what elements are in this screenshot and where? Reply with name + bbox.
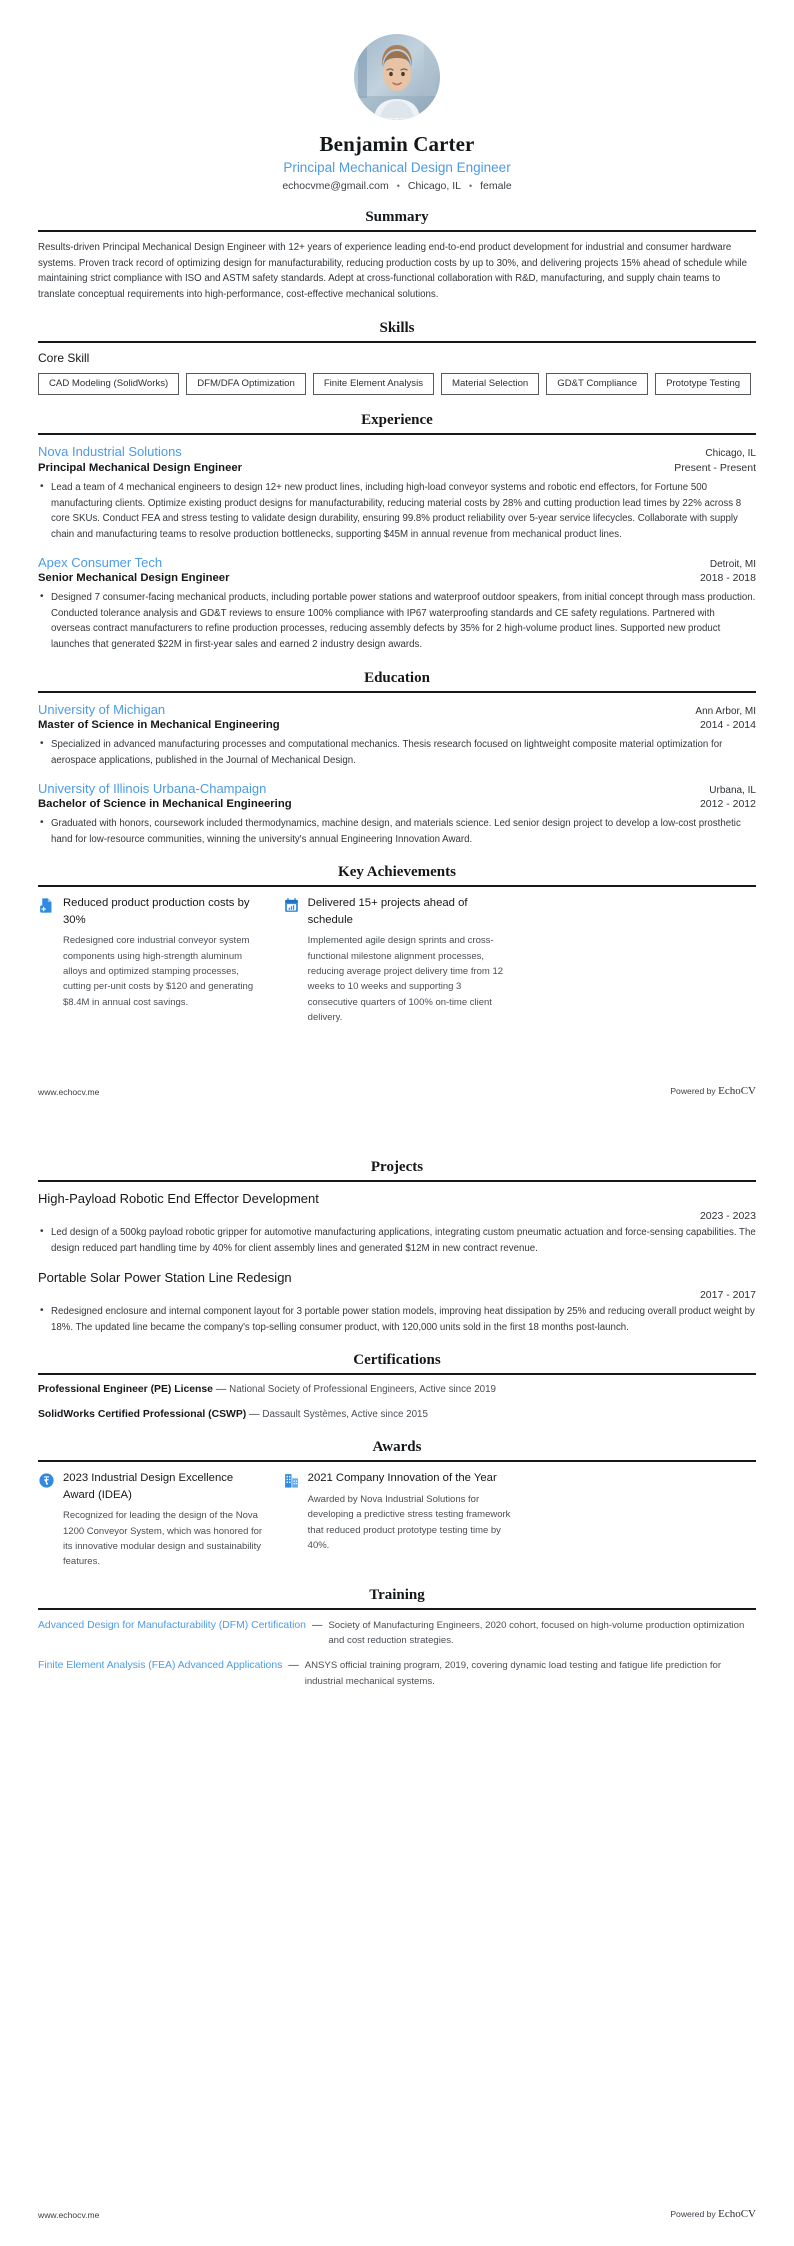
card-description: Recognized for leading the design of the Nova 1200 Conveyor System, which was honored for its innovative modular design and sustainability features. [63,1510,263,1568]
certification-name: SolidWorks Certified Professional (CSWP) [38,1408,247,1420]
entry-organization[interactable]: Apex Consumer Tech [38,554,163,570]
calendar-chart-icon [283,897,300,914]
achievement-card-list [38,895,756,1025]
section-education [38,670,756,848]
entry-item [38,443,756,542]
section-divider [38,341,756,343]
bullet-item: • Designed 7 consumer-facing mechanical products, including portable power stations and waterproof outdoor speakers, from initial concept through mass production. Conducted tolerance analysis and GD&T reviews to ensure 100% compliance with IP67 waterproofing standards and CE safety regulations. Partnered with overseas contract manufacturers to refine production processes, reducing assembly defects by 35% for 2 high-volume product lines. Supported new product launches that generated $22M in first-year sales and earned 2 industry design awards. [38,590,756,653]
footer-brand [670,2208,756,2220]
project-item [38,1269,756,1336]
entry-header-row [38,554,756,572]
training-item [38,1658,756,1689]
card-title: 2023 Industrial Design Excellence Award (IDEA) [63,1472,234,1501]
entry-item [38,554,756,653]
section-heading-skills: Skills [379,319,415,336]
section-key-achievements [38,864,756,1025]
entry-bullet-list [38,816,756,847]
skill-tag[interactable]: CAD Modeling (SolidWorks) [38,373,179,396]
contact-separator-2: • [468,181,473,191]
section-awards [38,1439,756,1569]
section-divider [38,885,756,887]
section-divider [38,1460,756,1462]
project-title: High-Payload Robotic End Effector Development [38,1191,319,1206]
footer-brand [670,1085,756,1097]
section-heading-awards: Awards [372,1439,422,1456]
card-title: Reduced product production costs by 30% [63,897,250,926]
entry-organization[interactable]: University of Illinois Urbana-Champaign [38,780,267,796]
award-card [283,1470,512,1569]
avatar [354,34,440,120]
entry-bullet-list [38,590,756,653]
skill-tag[interactable]: DFM/DFA Optimization [186,373,306,396]
skill-tag[interactable]: Finite Element Analysis [313,373,434,396]
section-divider [38,1180,756,1182]
certification-dash: — [246,1408,263,1420]
contact-location: Chicago, IL [407,180,461,192]
building-icon [283,1472,300,1489]
footer-website[interactable]: www.echocv.me [38,2210,100,2220]
entry-header-row [38,701,756,719]
page-footer [38,1071,756,1097]
section-heading-summary: Summary [365,209,429,225]
card-description: Redesigned core industrial conveyor system components using high-strength aluminum alloys and optimized stamping processes, cutting per-unit costs by $120 and generating $8.4M in annual cost savings. [63,935,254,1008]
card-body [308,1470,512,1553]
section-divider [38,433,756,435]
entry-date-range: 2018 - 2018 [699,572,756,585]
entry-item [38,701,756,769]
footer-powered-label: Powered by [670,2209,719,2219]
summary-text: Results-driven Principal Mechanical Design Engineer with 12+ years of experience leading end-to-end product development for industrial and consumer hardware systems. Proven track record of optimizing design for manufacturability, reducing production costs by up to 30%, and delivering projects 15% ahead of schedule while maintaining strict compliance with ISO and ASTM safety standards. Adept at cross-functional collaboration with R&D, manufacturing, and supply chain teams to translate conceptual requirements into high-performance, cost-effective mechanical solutions. [38,242,747,301]
section-summary [38,209,756,303]
bullet-item: • Lead a team of 4 mechanical engineers to design 12+ new product lines, including high-load conveyor systems and robotic end effectors, for Fortune 500 manufacturing clients. Optimize existing product designs for manufacturability, reducing material costs by 28% and cutting production lead times by 22% across 8 core SKUs. Conduct FEA and stress testing to validate design durability, ensuring 99.8% product reliability over 5-year service lifecycles. Collaborate with supply chain and manufacturing teams to resolve production bottlenecks, supporting $45M in annual revenue from mechanical product lines. [38,480,756,543]
section-divider [38,691,756,693]
card-title: Delivered 15+ projects ahead of schedule [307,897,468,926]
entry-location: Chicago, IL [705,448,756,460]
section-heading-training: Training [369,1586,425,1603]
section-divider [38,230,756,232]
project-date-range: 2023 - 2023 [699,1210,756,1223]
card-title: 2021 Company Innovation of the Year [307,1472,497,1485]
entry-subheader-row [38,571,756,587]
entry-role-title: Principal Mechanical Design Engineer [38,461,243,474]
section-heading-experience: Experience [361,412,433,429]
training-dash: — [288,1660,299,1672]
section-divider [38,1608,756,1610]
training-name[interactable]: Finite Element Analysis (FEA) Advanced Applications [38,1660,283,1672]
entry-role-title: Senior Mechanical Design Engineer [38,572,230,585]
bullet-item: • Led design of a 500kg payload robotic gripper for automotive manufacturing applications, integrating custom pneumatic actuation and force-sensing capabilities. The design reduced part handling time by 40% for client assembly lines and generated $12M in new contract revenue. [38,1225,756,1256]
contact-separator-1: • [396,181,400,191]
award-badge-icon [38,1472,55,1489]
entry-bullet-list [38,480,756,543]
contact-email[interactable]: echocvme@gmail.com [282,180,389,192]
entry-subheader-row [38,797,756,813]
certification-issuer: National Society of Professional Engineers, Active since 2019 [229,1384,496,1396]
section-training [38,1587,756,1689]
entry-bullet-list [38,737,756,768]
contact-gender: female [480,180,512,192]
footer-powered-label: Powered by [670,1086,719,1096]
skill-tag[interactable]: GD&T Compliance [546,373,648,396]
entry-organization[interactable]: University of Michigan [38,701,166,717]
section-certifications [38,1352,756,1422]
card-body [63,895,267,1010]
project-bullet-list [38,1304,756,1335]
certification-list [38,1383,756,1422]
entry-date-range: 2014 - 2014 [699,719,756,732]
certification-name: Professional Engineer (PE) License [38,1384,213,1396]
resume-header [38,34,756,192]
page-footer [38,2194,756,2220]
bullet-item: • Redesigned enclosure and internal component layout for 3 portable power station models, improving heat dissipation by 25% and reducing overall product weight by 18%. The updated line became the company's top-selling consumer product, with 120,000 units sold in the first 18 months post-launch. [38,1304,756,1335]
certification-item [38,1383,756,1398]
entry-role-title: Master of Science in Mechanical Engineering [38,719,280,732]
resume-page-2 [0,1123,794,2246]
achievement-card [38,895,267,1025]
training-description: ANSYS official training program, 2019, covering dynamic load testing and fatigue life prediction for industrial mechanical systems. [304,1660,722,1687]
section-experience [38,412,756,652]
skill-tag-list [38,373,756,396]
file-plus-icon [38,897,55,914]
section-projects [38,1159,756,1335]
section-skills [38,320,756,396]
project-item [38,1190,756,1257]
footer-brand-name: EchoCV [718,1085,756,1097]
section-heading-key-achievements: Key Achievements [338,864,456,881]
card-description: Implemented agile design sprints and cross-functional milestone alignment processes, reducing average project delivery time from 12 weeks to 10 weeks and supporting 3 consecutive quarters of 100% on-time client delivery. [307,935,504,1024]
training-item [38,1618,756,1649]
certification-issuer: Dassault Systèmes, Active since 2015 [262,1408,428,1420]
footer-brand-name: EchoCV [718,2208,756,2220]
skill-tag[interactable]: Prototype Testing [655,373,751,396]
bullet-item: • Specialized in advanced manufacturing processes and computational mechanics. Thesis research focused on lightweight composite material optimization for aerospace applications, published in the Journal of Mechanical Design. [38,737,756,768]
footer-website[interactable]: www.echocv.me [38,1087,100,1097]
training-name[interactable]: Advanced Design for Manufacturability (DFM) Certification [38,1619,306,1631]
card-body [63,1470,267,1569]
contact-info [38,180,756,192]
project-bullet-list [38,1225,756,1256]
page-title: Benjamin Carter [319,132,475,156]
bullet-item: • Graduated with honors, coursework included thermodynamics, machine design, and materials science. Led senior design project to develop a low-cost prosthetic hand for low-resource communities, winning the university's annual Engineering Innovation Award. [38,816,756,847]
job-title: Principal Mechanical Design Engineer [283,160,511,175]
certification-item [38,1408,756,1423]
experience-list [38,443,756,652]
entry-header-row [38,780,756,798]
entry-subheader-row [38,718,756,734]
section-divider [38,1373,756,1375]
section-heading-education: Education [364,669,430,686]
avatar-photo-icon [354,34,440,120]
training-dash: — [311,1619,323,1631]
entry-header-row [38,443,756,461]
entry-date-range: Present - Present [674,461,756,474]
project-date-range: 2017 - 2017 [699,1288,756,1301]
entry-item [38,780,756,848]
project-list [38,1190,756,1335]
training-list [38,1618,756,1689]
project-title: Portable Solar Power Station Line Redesign [38,1269,292,1285]
skill-tag[interactable]: Material Selection [441,373,539,396]
entry-location: Urbana, IL [709,784,756,796]
award-card [38,1470,267,1569]
certification-dash: — [212,1384,230,1396]
achievement-card [283,895,512,1025]
skill-group-label: Core Skill [38,350,90,365]
section-heading-projects: Projects [370,1159,424,1175]
award-card-list [38,1470,756,1569]
card-body [308,895,512,1025]
education-list [38,701,756,848]
training-description: Society of Manufacturing Engineers, 2020 cohort, focused on high-volume production optimization and cost reduction strategies. [328,1619,745,1646]
card-description: Awarded by Nova Industrial Solutions for developing a predictive stress testing framework that reduced product prototype testing time by 40%. [307,1493,511,1551]
section-heading-certifications: Certifications [353,1352,441,1369]
entry-role-title: Bachelor of Science in Mechanical Engineering [38,798,292,811]
entry-location: Detroit, MI [709,558,756,570]
entry-subheader-row [38,461,756,477]
entry-organization[interactable]: Nova Industrial Solutions [38,444,182,460]
entry-location: Ann Arbor, MI [695,705,756,717]
entry-date-range: 2012 - 2012 [699,798,756,811]
